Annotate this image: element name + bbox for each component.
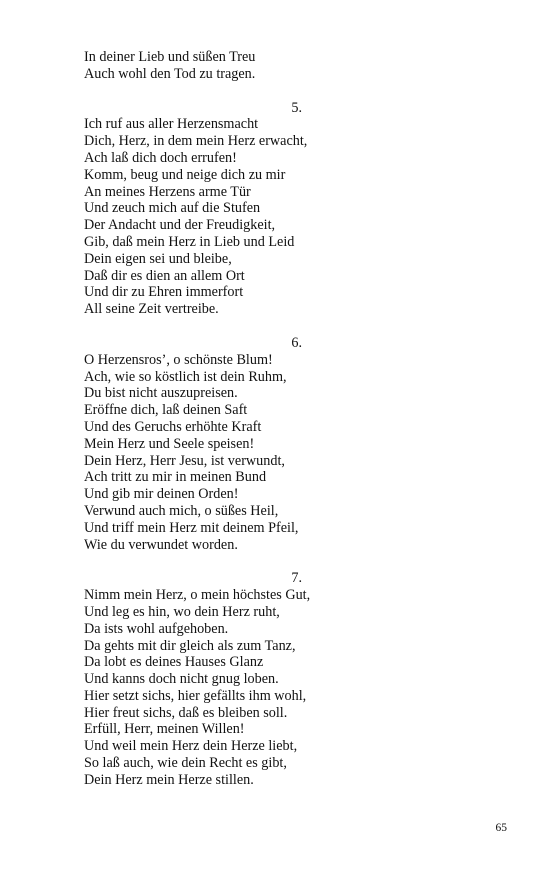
- stanza-number: 6.: [291, 334, 302, 351]
- verse-line: Komm, beug und neige dich zu mir: [84, 166, 286, 183]
- verse-line: Auch wohl den Tod zu tragen.: [84, 65, 256, 82]
- stanza-number: 5.: [291, 99, 302, 116]
- verse-line: Nimm mein Herz, o mein höchstes Gut,: [84, 587, 311, 604]
- verse-line: Gib, daß mein Herz in Lieb und Leid: [84, 233, 295, 250]
- stanza-gap: [84, 83, 504, 100]
- verse-line: In deiner Lieb und süßen Treu: [84, 49, 256, 65]
- verse-line: Und triff mein Herz mit deinem Pfeil,: [84, 519, 299, 536]
- poem-text: [84, 49, 504, 789]
- verse-line: Und dir zu Ehren immerfort: [84, 284, 244, 301]
- verse-line: Ach laß dich doch errufen!: [84, 149, 237, 166]
- verse-line: Wie du verwundet worden.: [84, 536, 238, 553]
- verse-line: Eröffne dich, laß deinen Saft: [84, 402, 248, 419]
- verse-line: Ich ruf aus aller Herzensmacht: [84, 116, 259, 133]
- verse-line: Du bist nicht auszupreisen.: [84, 385, 238, 402]
- page-number: 65: [495, 822, 507, 834]
- verse-line: Da gehts mit dir gleich als zum Tanz,: [84, 637, 296, 654]
- verse-line: Hier freut sichs, daß es bleiben soll.: [84, 704, 288, 721]
- verse-line: O Herzensros’, o schönste Blum!: [84, 351, 273, 368]
- verse-line: All seine Zeit vertreibe.: [84, 301, 219, 318]
- verse-line: Und zeuch mich auf die Stufen: [84, 200, 261, 217]
- verse-line: Daß dir es dien an allem Ort: [84, 267, 245, 284]
- verse-line: Und gib mir deinen Orden!: [84, 486, 239, 503]
- stanza-gap: [84, 553, 504, 570]
- verse-line: Ach, wie so köstlich ist dein Ruhm,: [84, 368, 287, 385]
- verse-line: Dich, Herz, in dem mein Herz erwacht,: [84, 133, 308, 150]
- verse-line: Da ists wohl aufgehoben.: [84, 620, 229, 637]
- verse-line: Und leg es hin, wo dein Herz ruht,: [84, 603, 280, 620]
- stanza-number: 7.: [291, 570, 302, 587]
- verse-line: Erfüll, Herr, meinen Willen!: [84, 721, 245, 738]
- verse-line: Ach tritt zu mir in meinen Bund: [84, 469, 267, 486]
- stanza-continuation: [84, 49, 504, 83]
- stanza-7: [84, 570, 504, 788]
- verse-line: Da lobt es deines Hauses Glanz: [84, 654, 264, 671]
- stanza-gap: [84, 318, 504, 335]
- verse-line: Und weil mein Herz dein Herze liebt,: [84, 738, 298, 755]
- verse-line: Hier setzt sichs, hier gefällts ihm wohl,: [84, 687, 307, 704]
- verse-line: Und des Geruchs erhöhte Kraft: [84, 418, 262, 435]
- verse-line: So laß auch, wie dein Recht es gibt,: [84, 755, 287, 772]
- stanza-5: [84, 100, 504, 318]
- verse-line: Mein Herz und Seele speisen!: [84, 435, 255, 452]
- verse-line: Und kanns doch nicht gnug loben.: [84, 671, 279, 688]
- verse-line: Der Andacht und der Freudigkeit,: [84, 217, 276, 234]
- verse-line: Dein Herz, Herr Jesu, ist verwundt,: [84, 452, 285, 469]
- verse-line: Dein Herz mein Herze stillen.: [84, 771, 254, 788]
- verse-line: An meines Herzens arme Tür: [84, 183, 251, 200]
- verse-line: Dein eigen sei und bleibe,: [84, 250, 232, 267]
- verse-line: Verwund auch mich, o süßes Heil,: [84, 502, 279, 519]
- stanza-6: [84, 335, 504, 553]
